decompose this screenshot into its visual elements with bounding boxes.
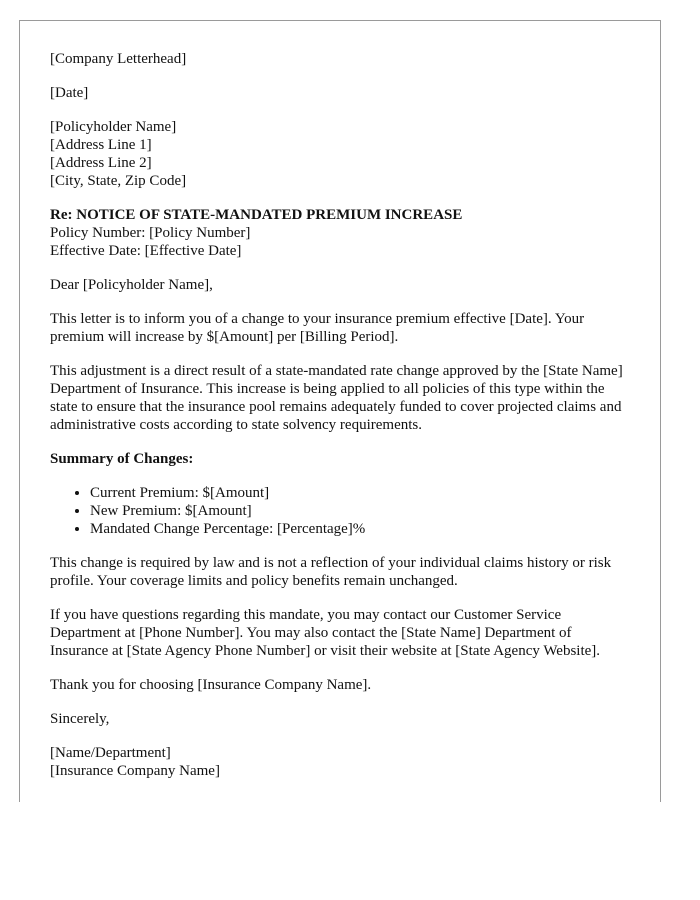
recipient-name: [Policyholder Name] xyxy=(50,119,177,135)
closing: Sincerely, xyxy=(50,711,110,727)
subject-line: Re: NOTICE OF STATE-MANDATED PREMIUM INCREASE xyxy=(50,207,463,223)
thank-you-paragraph: Thank you for choosing [Insurance Company Name]. xyxy=(50,677,372,693)
contact-paragraph: If you have questions regarding this mandate, you may contact our Customer Service Department at [Phone Number]. You may also contact the [State Name] Department of Insurance at [State Agency Phone Number] or visit their website at [State Agency Website]. xyxy=(50,607,601,659)
salutation: Dear [Policyholder Name], xyxy=(50,277,213,293)
summary-heading: Summary of Changes: xyxy=(50,451,194,467)
recipient-address-block xyxy=(50,118,630,190)
summary-item-current-premium: • Current Premium: $[Amount] xyxy=(90,484,630,502)
summary-item-change-percentage: • Mandated Change Percentage: [Percentage]% xyxy=(90,520,630,538)
company-letterhead: [Company Letterhead] xyxy=(50,51,187,67)
summary-item-new-premium: • New Premium: $[Amount] xyxy=(90,502,630,520)
policy-number: Policy Number: [Policy Number] xyxy=(50,225,251,241)
summary-list xyxy=(50,484,630,538)
address-line-2: [Address Line 2] xyxy=(50,155,152,171)
intro-paragraph: This letter is to inform you of a change to your insurance premium effective [Date]. Your premium will increase by $[Amount] per [Billing Period]. xyxy=(50,311,585,345)
signature-company: [Insurance Company Name] xyxy=(50,763,220,779)
letter-date: [Date] xyxy=(50,85,89,101)
adjustment-paragraph: This adjustment is a direct result of a state-mandated rate change approved by the [State Name] Department of Insurance. This increase is being applied to all policies of this type within the state to ensure that the insurance pool remains adequately funded to cover projected claims and administrative costs according to state solvency requirements. xyxy=(50,363,623,433)
law-paragraph: This change is required by law and is not a reflection of your individual claims history or risk profile. Your coverage limits and policy benefits remain unchanged. xyxy=(50,555,612,589)
city-state-zip: [City, State, Zip Code] xyxy=(50,173,187,189)
effective-date: Effective Date: [Effective Date] xyxy=(50,243,242,259)
signature-block xyxy=(50,744,630,780)
address-line-1: [Address Line 1] xyxy=(50,137,152,153)
reference-block xyxy=(50,206,630,260)
signature-name-department: [Name/Department] xyxy=(50,745,171,761)
letter-page xyxy=(19,20,661,802)
